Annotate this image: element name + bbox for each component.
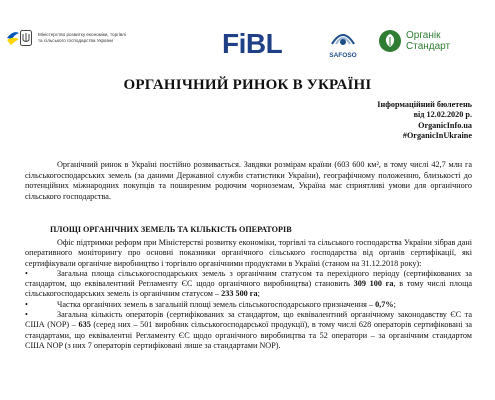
item-value: 309 100 га [353,279,394,289]
item-text: Загальна площа сільськогосподарських земель з органічним статусом та перехідного періоду (сертифікованих за стандартом, що еквівалентний Регламенту ЄС щодо органічного виробництва) становить [25,268,472,289]
item-text: ; [393,299,396,309]
item-value: 233 500 га [221,289,258,299]
bullet-item-area [25,269,472,300]
section-title: ПЛОЩІ ОРГАНІЧНИХ ЗЕМЕЛЬ ТА КІЛЬКІСТЬ ОПЕРАТОРІВ [50,225,292,234]
bulletin-type: Інформаційний бюлетень [377,100,472,109]
item-text: , в тому числі площа сільськогосподарських земель із органічним статусом – [25,279,473,299]
bullet-icon: • [25,268,28,278]
safoso-globe-icon [329,30,357,48]
trident-icon [20,30,32,46]
header-logos [0,0,495,68]
ministry-logo [6,30,168,46]
ministry-name-line2: та сільського господарства України [38,38,113,43]
bulletin-hashtag: #OrganicInUkraine [402,131,472,141]
item-text: Загальна кількість операторів (сертифікованих за стандартом, що еквівалентний органічному законодавству ЄС та США (NOP) – [25,310,472,330]
safoso-logo [323,30,363,59]
organic-name-line2: Стандарт [406,41,451,52]
bullet-item-operators [25,310,472,351]
leaf-circle-icon [378,29,402,53]
section-lead: Офіс підтримки реформ при Міністерстві розвитку економіки, торгівлі та сільського господарства України зібрав дані оперативного моніторингу про основні показники органічного сільського господарства від органів сертифікації, які сертифікували органічне виробництво і торгівлю органічними продуктами в Україні (станом на 31.12.2018 року): [25,238,472,268]
organic-standard-name [406,30,450,52]
bulletin-info [377,100,472,142]
safoso-label: SAFOSO [329,52,357,59]
ministry-marks [6,30,32,46]
organic-name-line1: Органік [406,30,441,41]
item-value: 0,7% [375,299,394,309]
bullet-item-share [25,300,472,310]
bullet-icon: • [25,310,28,320]
item-value: 635 [78,320,91,330]
ministry-name [38,32,168,43]
item-text: (серед них – 501 виробник сільськогосподарської продукції), в тому числі 628 операторів сертифіковані за стандартами, що еквівалентні Регламенту ЄС щодо органічного виробництва та 52 оператори – за органічним стандартом США NOP (з них 7 операторів сертифіковані лише за стандартами NOP). [25,320,472,350]
item-text: ; [257,289,260,299]
item-text: Частка органічних земель в загальній площі земель сільськогосподарського призначення – [57,299,376,309]
ministry-name-line1: Міністерство розвитку економіки, торгівлі [38,32,126,38]
document-title: ОРГАНІЧНИЙ РИНОК В УКРАЇНІ [123,77,372,93]
bulletin-website: OrganicInfo.ua [418,120,472,130]
organic-standard-logo [378,29,450,53]
bullet-icon: • [25,299,28,309]
fibl-logo: FiBL [222,28,283,59]
bird-wing-icon [6,30,20,46]
intro-paragraph: Органічний ринок в Україні постійно розвивається. Завдяки розмірам країни (603 600 км², в тому числі 42,7 млн га сільськогосподарських земель (за даними Державної служби статистики України), географічному положенню, близькості до потенційних міжнародних покупців та поширеним родючим чорноземам, Україна має сприятливі умови для органічного сільського господарства. [25,160,472,201]
bulletin-date: від 12.02.2020 р. [413,110,472,120]
section-body [25,238,472,351]
